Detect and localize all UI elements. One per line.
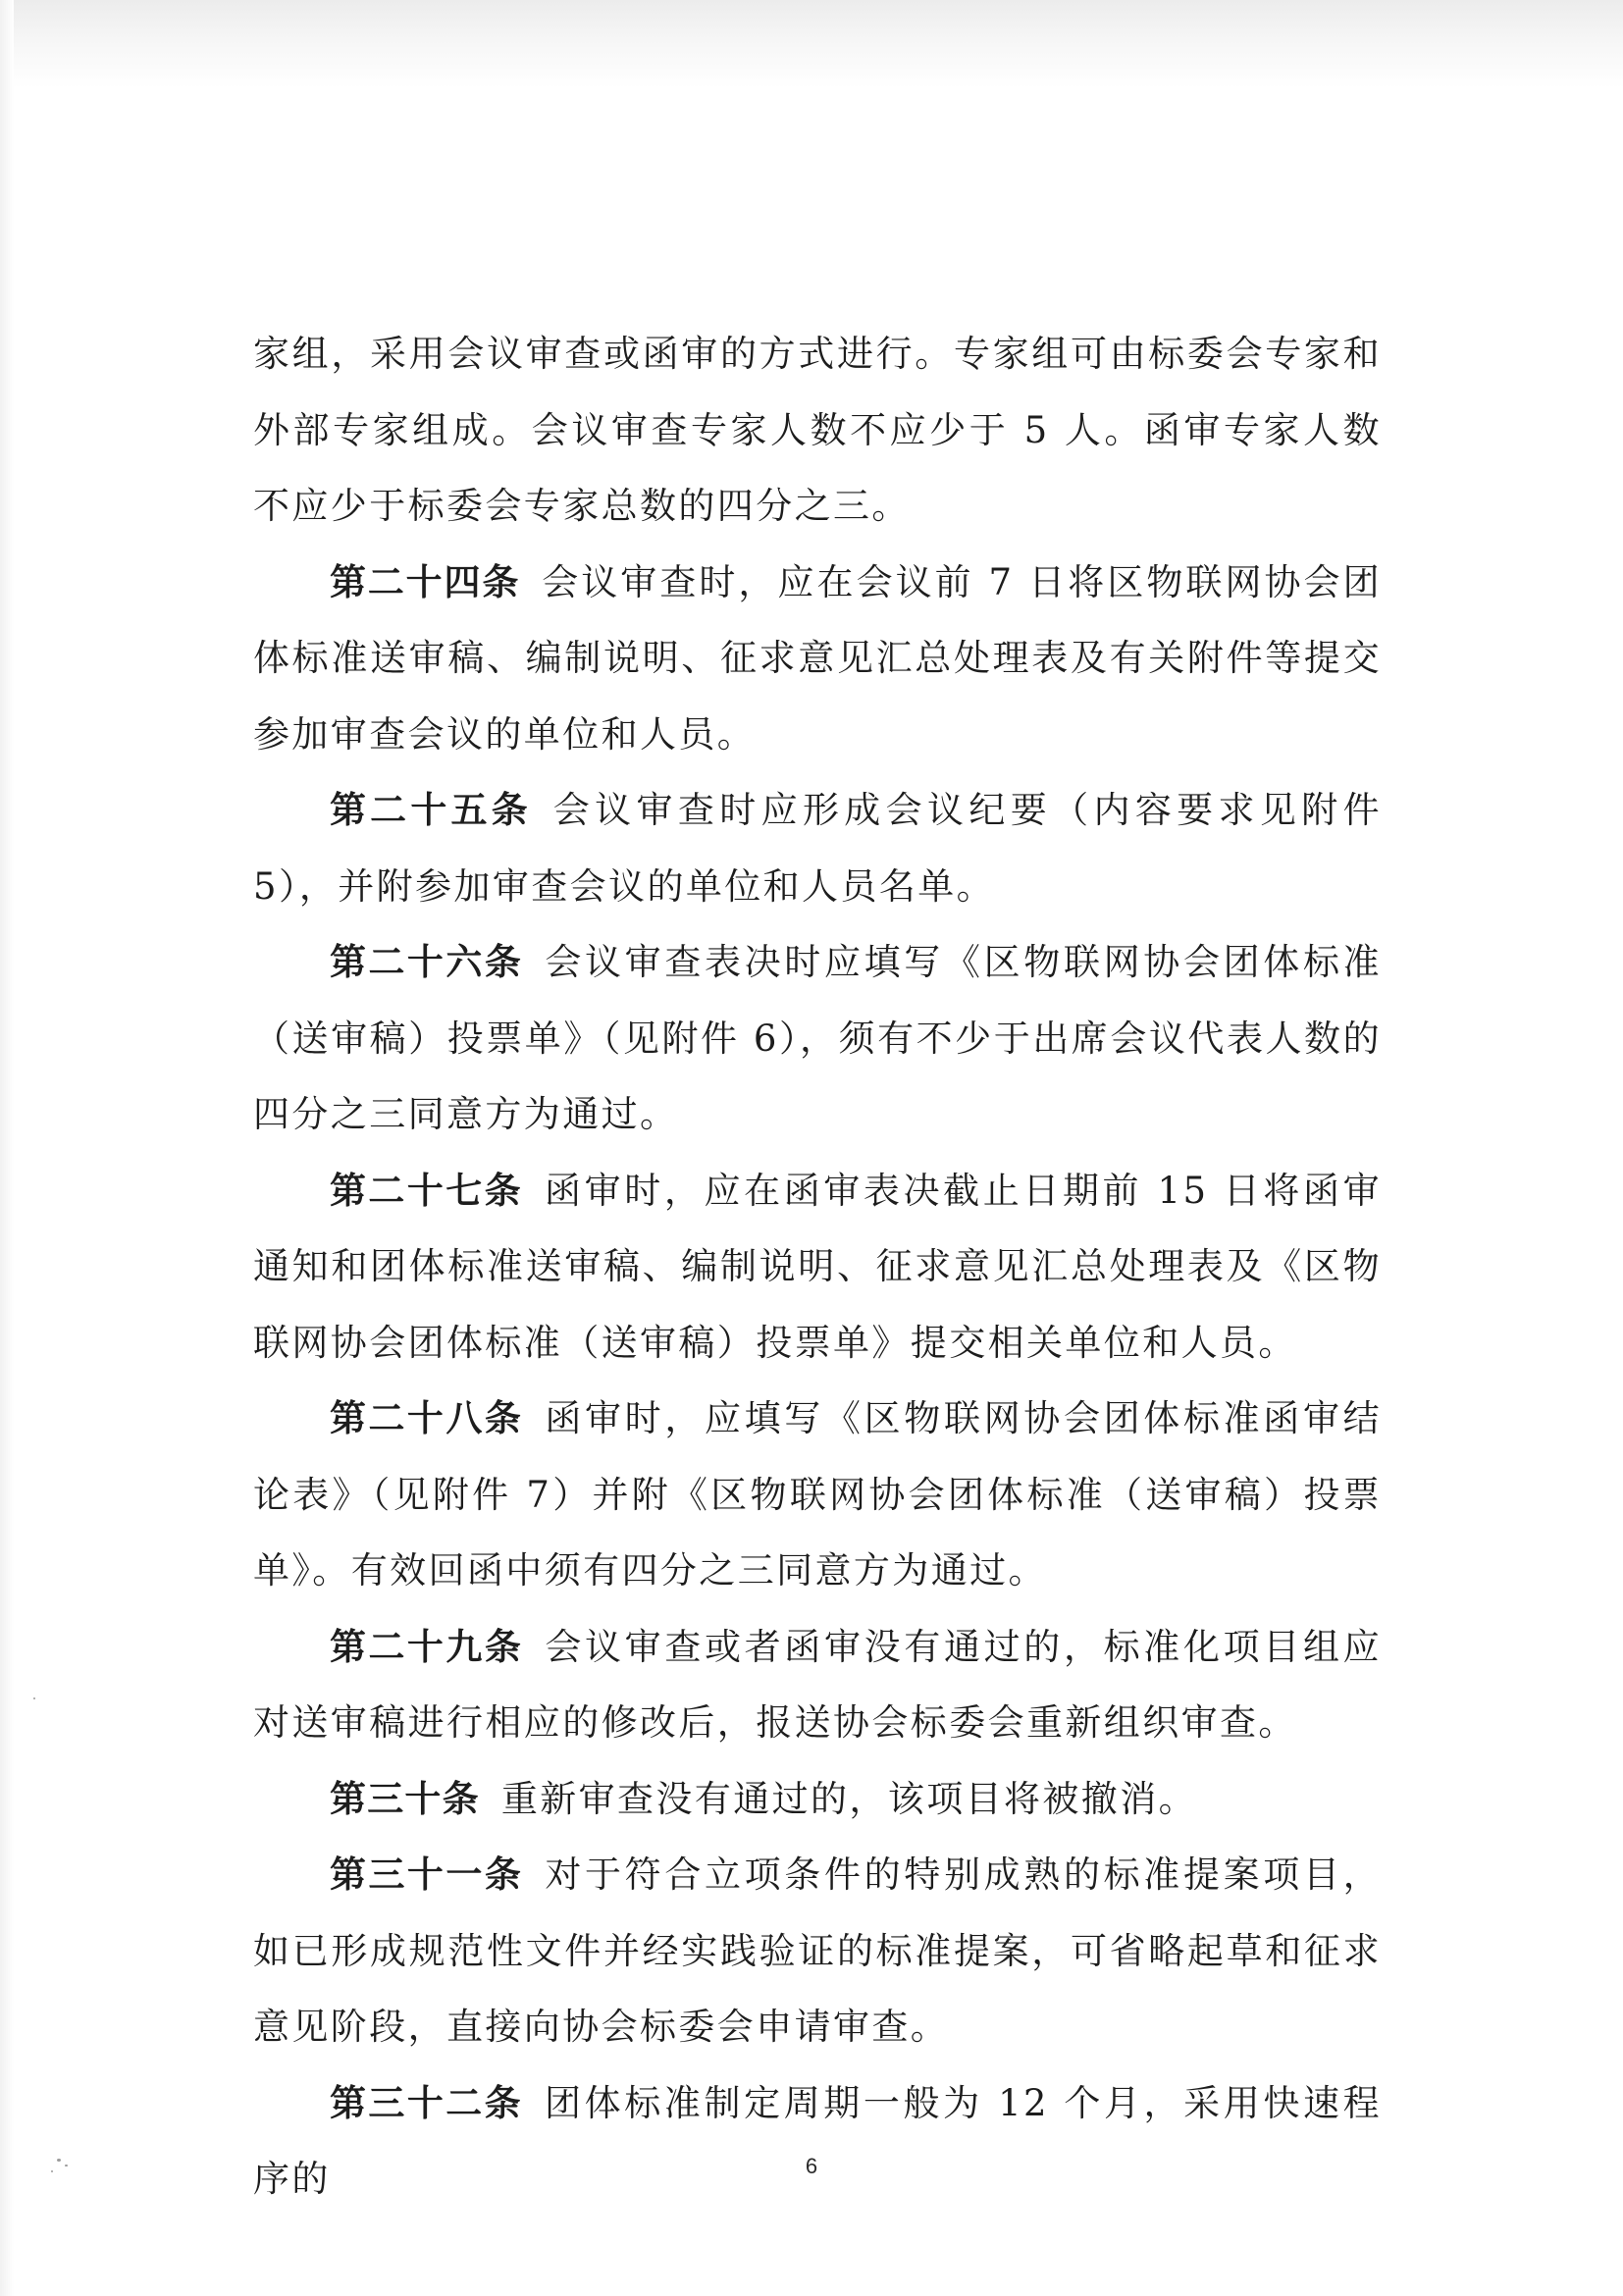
article-number: 第三十二条 bbox=[330, 2081, 524, 2124]
article-25 bbox=[253, 772, 1382, 924]
scan-speck bbox=[57, 2159, 61, 2162]
scan-left-edge bbox=[0, 0, 14, 2296]
article-28 bbox=[253, 1381, 1382, 1609]
article-text: 会议审查时，应在会议前 7 日将区物联网协会团体标准送审稿、编制说明、征求意见汇总处理表及有关附件等提交参加审查会议的单位和人员。 bbox=[253, 560, 1382, 756]
article-text: 函审时，应填写《区物联网协会团体标准函审结论表》（见附件 7）并附《区物联网协会团体标准（送审稿）投票单》。有效回函中须有四分之三同意方为通过。 bbox=[253, 1397, 1383, 1592]
article-text: 团体标准制定周期一般为 12 个月，采用快速程序的 bbox=[253, 2081, 1382, 2200]
page-number: 6 bbox=[805, 2154, 818, 2178]
article-24 bbox=[253, 545, 1382, 773]
article-text: 函审时，应在函审表决截止日期前 15 日将函审通知和团体标准送审稿、编制说明、征求意见汇总处理表及《区物联网协会团体标准（送审稿）投票单》提交相关单位和人员。 bbox=[253, 1169, 1382, 1364]
article-number: 第二十六条 bbox=[330, 941, 524, 983]
article-26 bbox=[253, 924, 1382, 1153]
article-30 bbox=[253, 1761, 1382, 1838]
article-number: 第三十一条 bbox=[330, 1853, 524, 1896]
article-29 bbox=[253, 1609, 1382, 1761]
article-number: 第二十四条 bbox=[330, 560, 521, 603]
article-text: 对于符合立项条件的特别成熟的标准提案项目，如已形成规范性文件并经实践验证的标准提案，可省略起草和征求意见阶段，直接向协会标委会申请审查。 bbox=[253, 1853, 1383, 2048]
article-number: 第二十八条 bbox=[330, 1397, 524, 1439]
article-27 bbox=[253, 1153, 1382, 1382]
scan-speck bbox=[33, 1697, 35, 1699]
document-body bbox=[253, 316, 1382, 2218]
scan-speck bbox=[51, 2170, 53, 2172]
article-number: 第三十条 bbox=[330, 1777, 480, 1820]
article-31 bbox=[253, 1837, 1382, 2065]
article-number: 第二十五条 bbox=[330, 789, 532, 831]
continuation-paragraph: 家组，采用会议审查或函审的方式进行。专家组可由标委会专家和外部专家组成。会议审查专家人数不应少于 5 人。函审专家人数不应少于标委会专家总数的四分之三。 bbox=[253, 333, 1382, 527]
article-text: 会议审查或者函审没有通过的，标准化项目组应对送审稿进行相应的修改后，报送协会标委会重新组织审查。 bbox=[253, 1625, 1383, 1744]
article-text: 会议审查时应形成会议纪要（内容要求见附件 5），并附参加审查会议的单位和人员名单。 bbox=[253, 789, 1383, 908]
article-text: 会议审查表决时应填写《区物联网协会团体标准（送审稿）投票单》（见附件 6），须有不少于出席会议代表人数的四分之三同意方为通过。 bbox=[253, 941, 1383, 1135]
scan-top-shade bbox=[0, 0, 1623, 88]
article-text: 重新审查没有通过的，该项目将被撤消。 bbox=[500, 1777, 1198, 1820]
scan-speck bbox=[65, 2165, 68, 2166]
article-number: 第二十九条 bbox=[330, 1625, 524, 1668]
article-32 bbox=[253, 2065, 1382, 2218]
article-number: 第二十七条 bbox=[330, 1169, 524, 1212]
